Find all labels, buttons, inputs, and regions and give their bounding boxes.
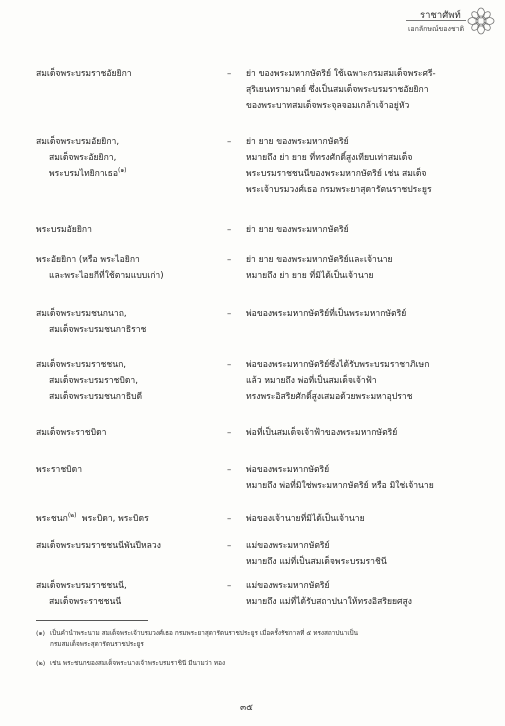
entry-definition (246, 538, 387, 570)
term-line: สมเด็จพระบรมชนกาธิราช (49, 325, 147, 335)
term-text: พระบิดา, พระบิดร (81, 514, 149, 524)
entry-definition (246, 578, 412, 610)
entry-dash: – (227, 541, 232, 551)
entry-dash: – (227, 225, 232, 235)
footnote-text: เช่น พระชนกของสมเด็จพระนางเจ้าพระบรมราชินี มีนามว่า ทอง (50, 659, 226, 667)
term-line: สมเด็จพระบรมราชชนนีพันปีหลวง (36, 541, 161, 551)
definition-line: พ่อที่เป็นสมเด็จเจ้าฟ้าของพระมหากษัตริย์ (246, 428, 398, 438)
entry-definition (246, 252, 393, 284)
entry-dash: – (227, 514, 232, 524)
definition-line: หมายถึง ย่า ยาย ที่ทรงศักดิ์สูงเทียบเท่าสมเด็จ (246, 153, 413, 163)
term-text: พระชนก (36, 514, 68, 524)
term-line: และพระไอยกีที่ใช้ตามแบบเก่า) (49, 271, 164, 281)
footnote-mark: (๒) (36, 659, 46, 667)
entry-dash: – (227, 137, 232, 147)
definition-line: หมายถึง แม่ที่เป็นสมเด็จพระบรมราชินี (246, 557, 387, 567)
page-number: ๓๕ (240, 703, 253, 713)
royal-emblem-icon (466, 6, 496, 36)
term-line: พระราชบิดา (36, 465, 83, 475)
entry-term (36, 578, 127, 610)
entry-dash: – (227, 255, 232, 265)
entry-term (36, 252, 164, 284)
term-line: สมเด็จพระอัยยิกา, (49, 153, 117, 163)
definition-line: ย่า ยาย ของพระมหากษัตริย์ (246, 137, 349, 147)
term-line: สมเด็จพระบรมชนกาธิบดี (49, 392, 143, 402)
term-line: สมเด็จพระบรมราชชนก, (36, 360, 127, 370)
footnote-text: เป็นคำนำพระนาม สมเด็จพระเจ้าบรมวงศ์เธอ กรมพระยาสุดารัตนราชประยูร เมื่อครั้งรัชกาลที่ ๕ ทรงสถาปนาเป็น (50, 629, 358, 637)
entry-dash: – (227, 428, 232, 438)
definition-line: พ่อของพระมหากษัตริย์ที่เป็นพระมหากษัตริย์ (246, 309, 407, 319)
term-line: สมเด็จพระบรมชนกนาถ, (36, 309, 127, 319)
entry-dash: – (227, 465, 232, 475)
term-line: สมเด็จพระบรมราชชนนี, (36, 581, 127, 591)
footnote-divider (36, 620, 148, 621)
definition-line: หมายถึง ย่า ยาย ที่มิได้เป็นเจ้านาย (246, 271, 374, 281)
definition-line: ย่า ยาย ของพระมหากษัตริย์และเจ้านาย (246, 255, 393, 265)
entry-dash: – (227, 360, 232, 370)
definition-line: พ่อของพระมหากษัตริย์ซึ่งได้รับพระบรมราชาภิเษก (246, 360, 430, 370)
entry-definition (246, 222, 349, 238)
definition-line: พ่อของเจ้านายที่มิได้เป็นเจ้านาย (246, 514, 365, 524)
footnote-1 (36, 628, 358, 650)
entry-dash: – (227, 309, 232, 319)
entry-term (36, 222, 92, 238)
definition-line: หมายถึง แม่ที่ได้รับสถาปนาให้ทรงอิสริยยศสูง (246, 597, 412, 607)
definition-line: ย่า ยาย ของพระมหากษัตริย์ (246, 225, 349, 235)
entry-term (36, 425, 107, 441)
footnote-ref: (๑) (118, 167, 127, 175)
term-line (36, 166, 127, 182)
footnote-2 (36, 658, 225, 669)
entry-term (36, 511, 149, 527)
footnote-ref: (๒) (67, 512, 77, 520)
term-line: สมเด็จพระบรมราชอัยยิกา (36, 69, 132, 79)
definition-line: พ่อของพระมหากษัตริย์ (246, 465, 330, 475)
entry-definition (246, 462, 434, 494)
definition-line: ทรงพระอิสริยศักดิ์สูงเสมอด้วยพระมหาอุปราช (246, 392, 413, 402)
entry-definition (246, 357, 429, 405)
term-line: สมเด็จพระราชชนนี (49, 597, 122, 607)
term-line: สมเด็จพระบรมอัยยิกา, (36, 137, 120, 147)
definition-line: แม่ของพระมหากษัตริย์ (246, 581, 330, 591)
footnote-mark: (๑) (36, 629, 46, 637)
entry-definition (246, 306, 406, 322)
header-title: ราชาศัพท์ (420, 10, 461, 21)
definition-line: พระเจ้าบรมวงศ์เธอ กรมพระยาสุดารัตนราชประยูร (246, 185, 432, 195)
entry-definition (246, 511, 365, 527)
term-line (36, 511, 149, 527)
term-line: พระอัยยิกา (หรือ พระไอยิกา (36, 255, 140, 265)
entry-definition (246, 134, 432, 198)
entry-dash: – (227, 581, 232, 591)
definition-line: สุริเยนทรามาตย์ ซึ่งเป็นสมเด็จพระบรมราชอัยยิกา (246, 85, 429, 95)
definition-line: ของพระบาทสมเด็จพระจุลจอมเกล้าเจ้าอยู่หัว (246, 101, 410, 111)
entry-term (36, 134, 127, 182)
footnote-text: กรมสมเด็จพระสุดารัตนราชประยูร (50, 640, 144, 648)
entry-term (36, 66, 132, 82)
definition-line: พระบรมราชชนนีของพระมหากษัตริย์ เช่น สมเด็จ (246, 169, 427, 179)
definition-line: แม่ของพระมหากษัตริย์ (246, 541, 330, 551)
term-line: สมเด็จพระราชบิดา (36, 428, 107, 438)
entry-definition (246, 66, 436, 114)
term-text: พระบรมไทยิกาเธอ (49, 169, 119, 179)
definition-line: ย่า ของพระมหากษัตริย์ ใช้เฉพาะกรมสมเด็จพระศรี- (246, 69, 436, 79)
definition-line: หมายถึง พ่อที่มิใช่พระมหากษัตริย์ หรือ มิใช่เจ้านาย (246, 481, 434, 491)
entry-term (36, 462, 82, 478)
page-header (400, 6, 500, 42)
entry-dash: – (227, 69, 232, 79)
definition-line: แล้ว หมายถึง พ่อที่เป็นสมเด็จเจ้าฟ้า (246, 376, 377, 386)
entry-definition (246, 425, 397, 441)
term-line: พระบรมอัยยิกา (36, 225, 92, 235)
header-subtitle: เอกลักษณ์ของชาติ (408, 25, 465, 33)
entry-term (36, 306, 146, 338)
term-line: สมเด็จพระบรมราชบิดา, (49, 376, 138, 386)
entry-term (36, 357, 142, 405)
entry-term (36, 538, 161, 554)
header-divider (406, 20, 466, 21)
